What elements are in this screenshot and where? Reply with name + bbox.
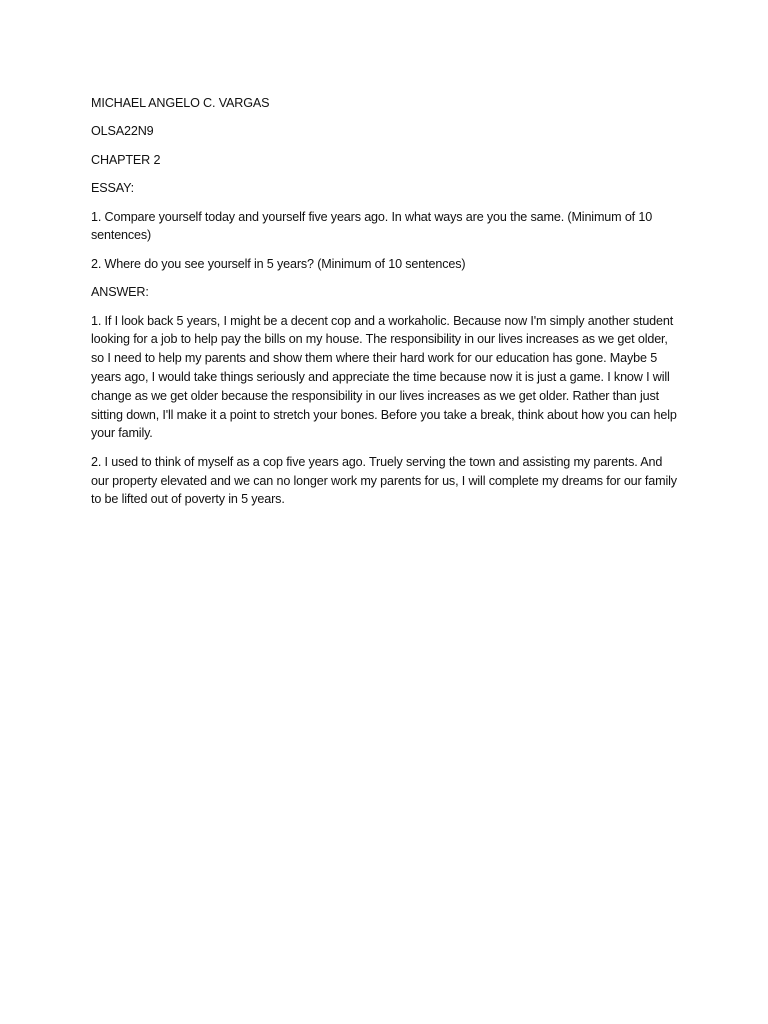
document-body — [91, 94, 681, 519]
answer-2: 2. I used to think of myself as a cop five years ago. Truely serving the town and assisting my parents. And our property elevated and we can no longer work my parents for us, I will complete my dreams for our family to be lifted out of poverty in 5 years. — [91, 454, 677, 507]
essay-label: ESSAY: — [91, 181, 134, 196]
section-code: OLSA22N9 — [91, 124, 154, 139]
question-2: 2. Where do you see yourself in 5 years? (Minimum of 10 sentences) — [91, 256, 466, 271]
answer-label: ANSWER: — [91, 285, 149, 300]
answer-1: 1. If I look back 5 years, I might be a decent cop and a workaholic. Because now I'm simply another student looking for a job to help pay the bills on my house. The responsibility in our lives increases as we get older, so I need to help my parents and show them where their hard work for our education has gone. Maybe 5 years ago, I would take things seriously and appreciate the time because now it is just a game. I know I will change as we get older because the responsibility in our lives increases as we get older. Rather than just sitting down, I'll make it a point to stretch your bones. Before you take a break, think about how you can help your family. — [91, 313, 677, 441]
student-name: MICHAEL ANGELO C. VARGAS — [91, 96, 270, 110]
question-1: 1. Compare yourself today and yourself five years ago. In what ways are you the same. (Minimum of 10 sentences) — [91, 209, 653, 243]
chapter-heading: CHAPTER 2 — [91, 152, 161, 167]
